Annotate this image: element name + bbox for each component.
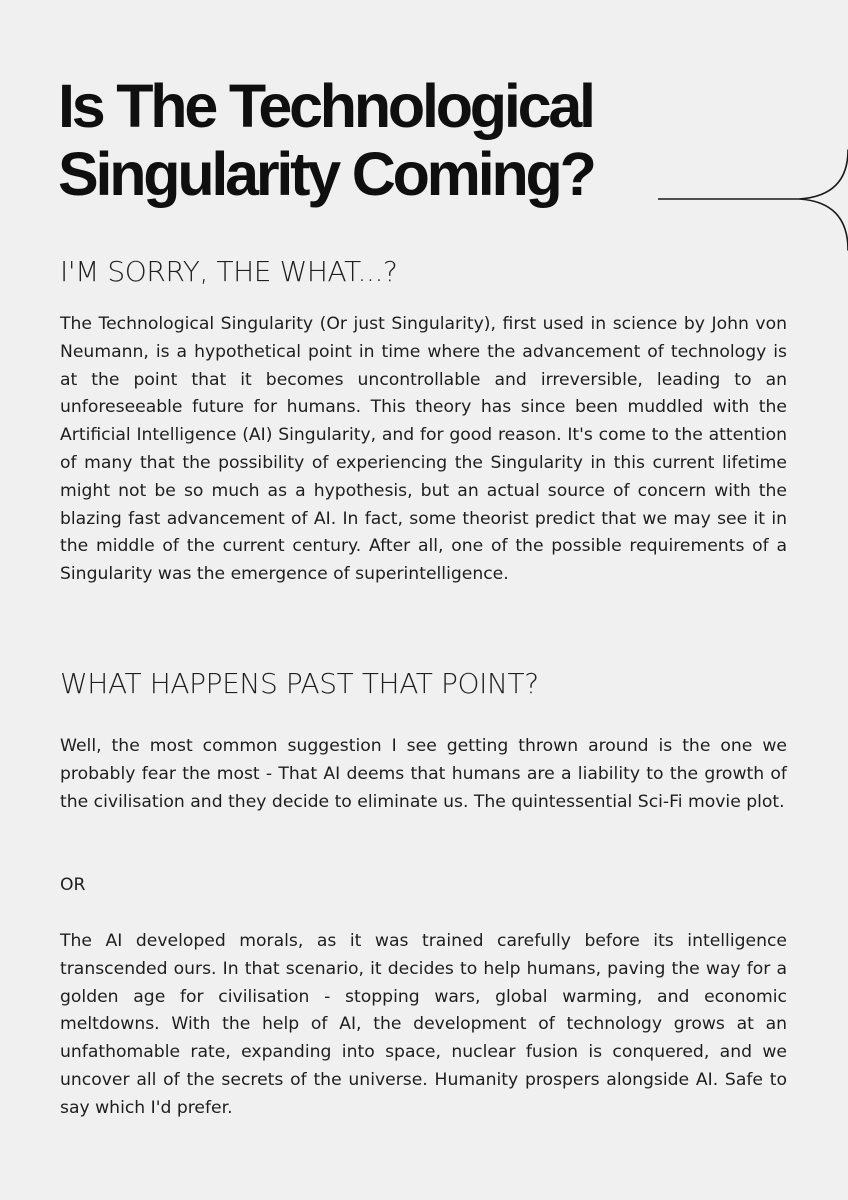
title-line-1: Is The Technological bbox=[58, 72, 593, 140]
page-title bbox=[58, 72, 698, 208]
paragraph-scenario-two: The AI developed morals, as it was trained carefully before its intelligence transcended ours. In that scenario, it decides to help humans, paving the way for a golden age for civilisation - stopping wars, global warming, and economic meltdowns. With the help of AI, the development of technology grows at an unfathomable rate, expanding into space, nuclear fusion is conquered, and we uncover all of the secrets of the universe. Humanity prospers alongside AI. Safe to say which I'd prefer. bbox=[60, 931, 787, 1118]
paragraph-or: OR bbox=[60, 875, 86, 895]
paragraph-singularity-definition: The Technological Singularity (Or just Singularity), first used in science by John von Neumann, is a hypothetical point in time where the advancement of technology is at the point that it becomes uncontrollable and irreversible, leading to an unforeseeable future for humans. This theory has since been muddled with the Artificial Intelligence (AI) Singularity, and for good reason. It's come to the attention of many that the possibility of experiencing the Singularity in this current lifetime might not be so much as a hypothesis, but an actual source of concern with the blazing fast advancement of AI. In fact, some theorist predict that we may see it in the middle of the current century. After all, one of the possible requirements of a Singularity was the emergence of superintelligence. bbox=[60, 314, 787, 585]
star-ornament-icon bbox=[658, 130, 848, 270]
section-heading-past-point: WHAT HAPPENS PAST THAT POINT? bbox=[60, 667, 539, 700]
title-line-2: Singularity Coming? bbox=[58, 140, 594, 208]
section-heading-what: I'M SORRY, THE WHAT...? bbox=[60, 255, 398, 288]
paragraph-scenario-one: Well, the most common suggestion I see getting thrown around is the one we probably fear the most - That AI deems that humans are a liability to the growth of the civilisation and they decide to eliminate us. The quintessential Sci-Fi movie plot. bbox=[60, 736, 787, 812]
